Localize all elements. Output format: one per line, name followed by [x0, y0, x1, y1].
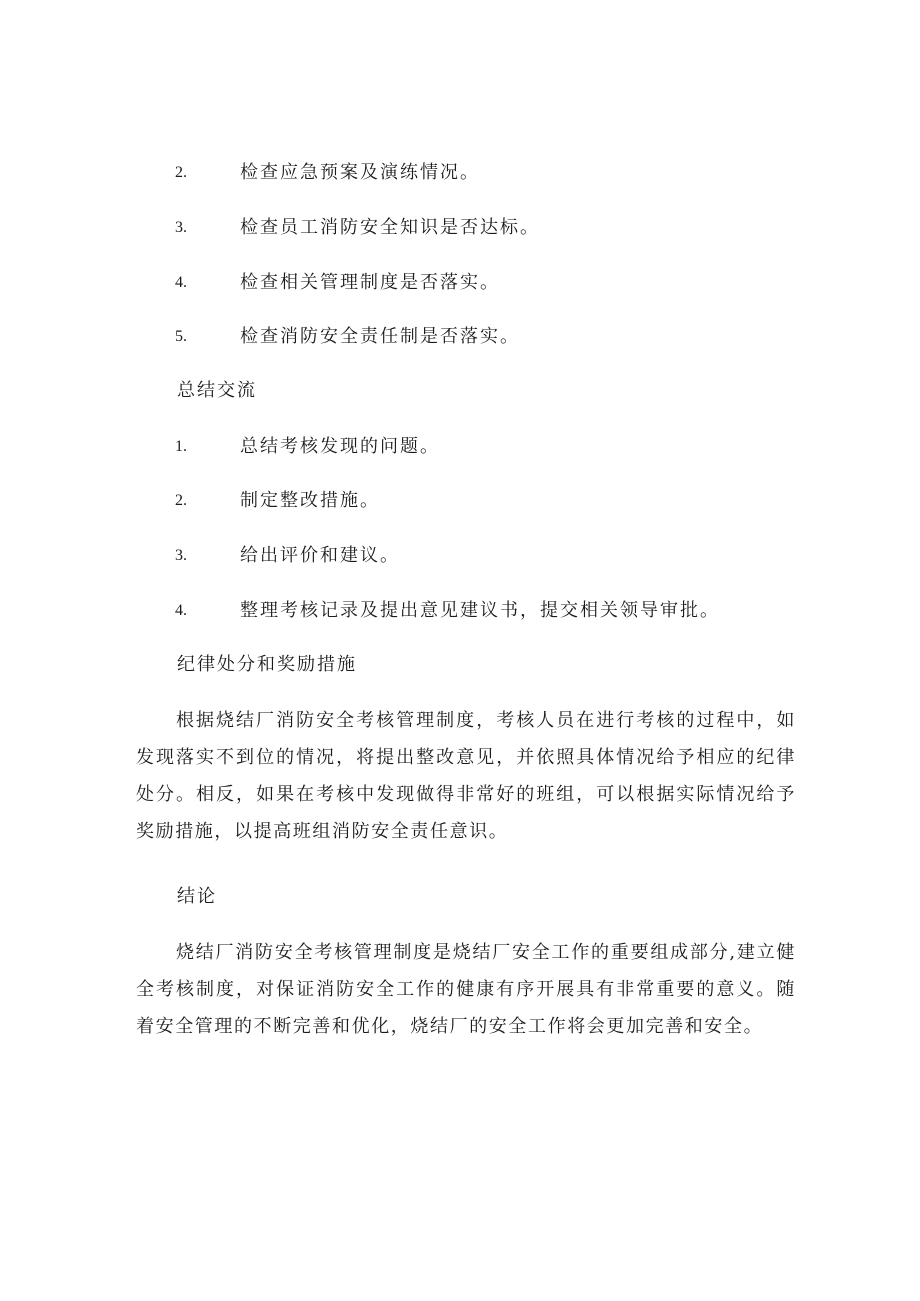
section-heading-summary: 总结交流: [177, 380, 257, 401]
list-text: 制定整改措施。: [240, 490, 380, 511]
list-number: 2.: [175, 492, 187, 509]
list-text: 总结考核发现的问题。: [240, 436, 440, 457]
list-item: [0, 541, 920, 571]
list-text: 给出评价和建议。: [240, 545, 400, 566]
list-item: [0, 486, 920, 516]
list-text: 检查员工消防安全知识是否达标。: [240, 217, 540, 238]
section-heading-discipline: 纪律处分和奖励措施: [177, 654, 357, 675]
list-number: 4.: [175, 602, 187, 619]
section-heading-conclusion: 结论: [177, 886, 217, 907]
list-number: 5.: [175, 328, 187, 345]
paragraph-conclusion: 烧结厂消防安全考核管理制度是烧结厂安全工作的重要组成部分,建立健全考核制度，对保证消防安全工作的健康有序开展具有非常重要的意义。随着安全管理的不断完善和优化，烧结厂的安全工作将会更加完善和安全。: [136, 942, 796, 1037]
list-item: [0, 596, 920, 626]
list-text: 检查消防安全责任制是否落实。: [240, 326, 520, 347]
list-text: 检查相关管理制度是否落实。: [240, 272, 500, 293]
list-item: [0, 322, 920, 352]
list-number: 2.: [175, 164, 187, 181]
list-text: 检查应急预案及演练情况。: [240, 162, 480, 183]
list-item: [0, 158, 920, 188]
list-item: [0, 213, 920, 243]
list-number: 1.: [175, 438, 187, 455]
paragraph-discipline: 根据烧结厂消防安全考核管理制度，考核人员在进行考核的过程中，如发现落实不到位的情况，将提出整改意见，并依照具体情况给予相应的纪律处分。相反，如果在考核中发现做得非常好的班组，可以根据实际情况给予奖励措施，以提高班组消防安全责任意识。: [136, 710, 796, 842]
list-number: 3.: [175, 219, 187, 236]
list-text: 整理考核记录及提出意见建议书，提交相关领导审批。: [240, 600, 720, 621]
list-number: 4.: [175, 274, 187, 291]
list-number: 3.: [175, 547, 187, 564]
list-item: [0, 432, 920, 462]
list-item: [0, 268, 920, 298]
